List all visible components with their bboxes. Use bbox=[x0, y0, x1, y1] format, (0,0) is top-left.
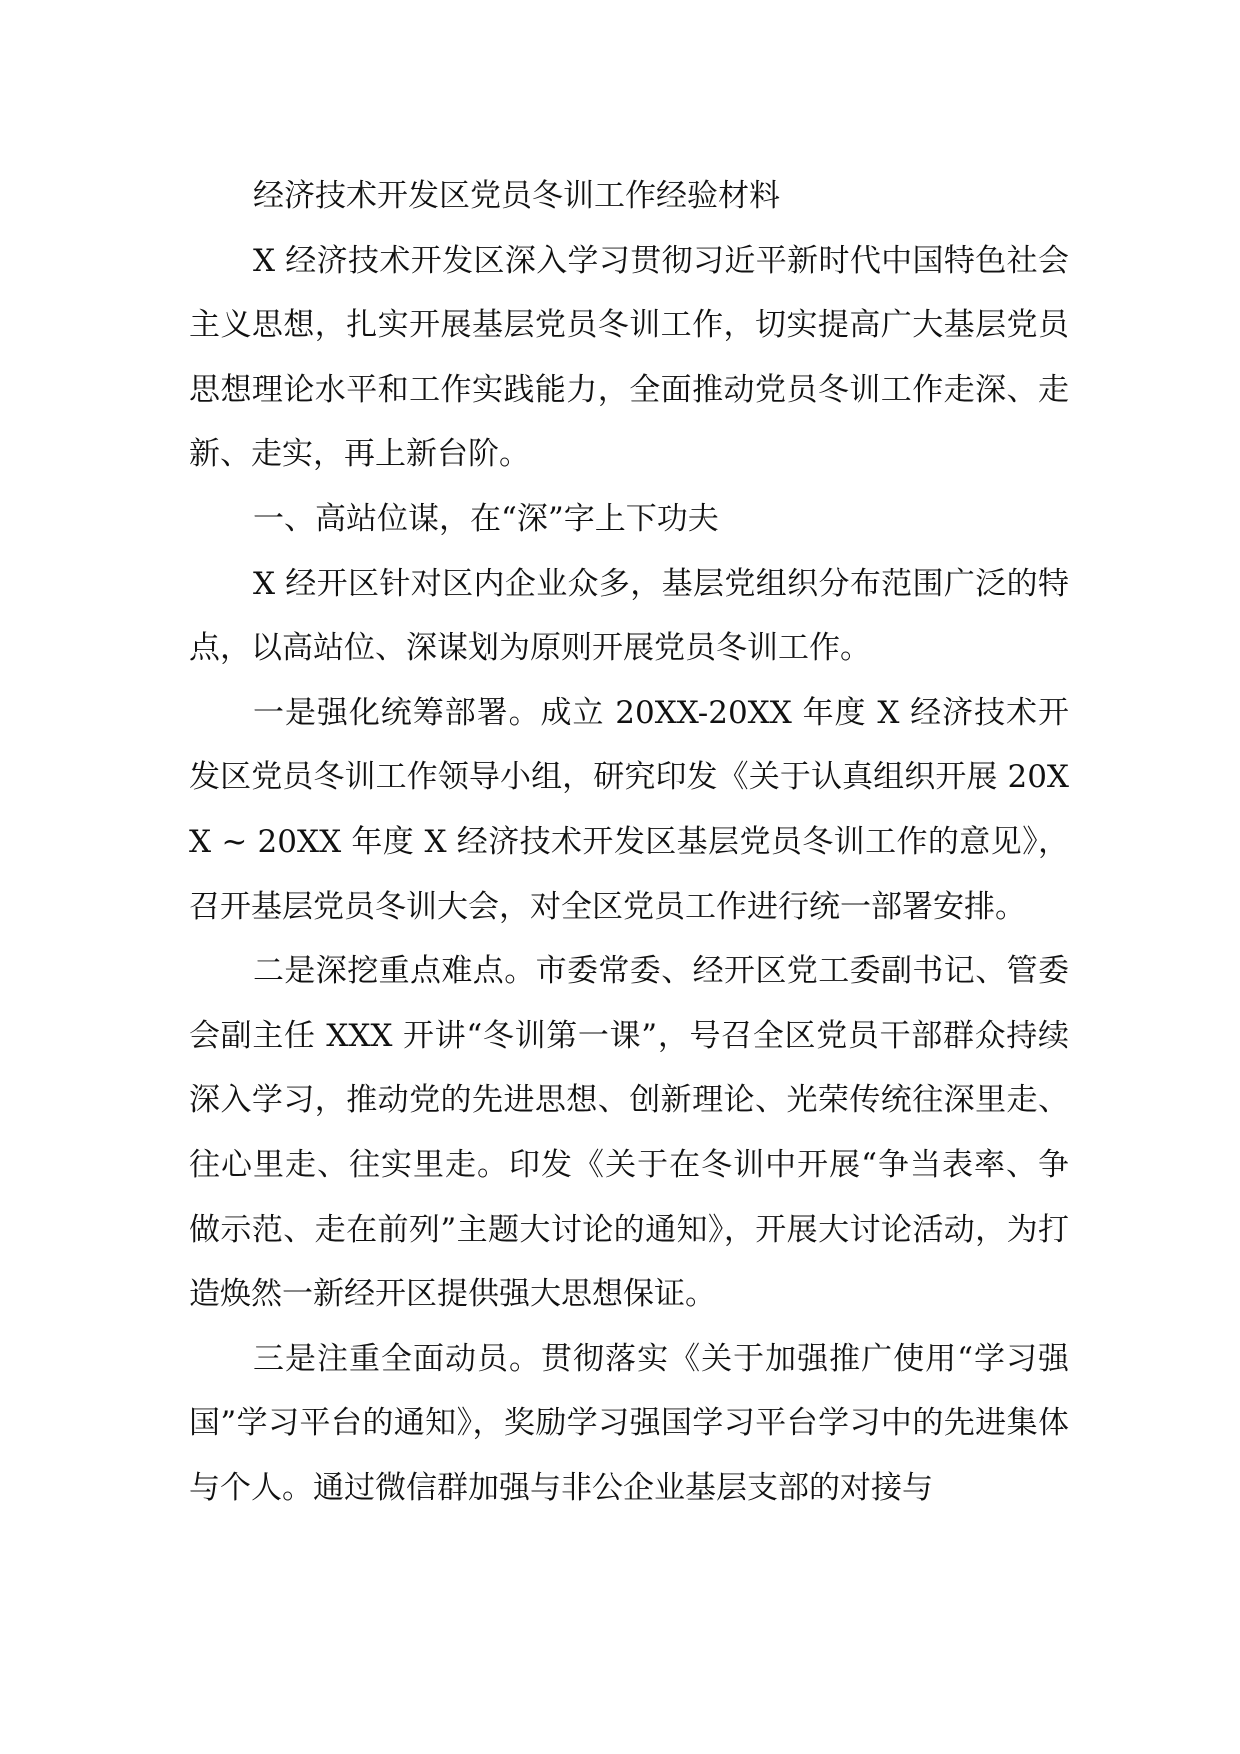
paragraph-section-intro: X 经开区针对区内企业众多，基层党组织分布范围广泛的特点，以高站位、深谋划为原则开展党员冬训工作。 bbox=[189, 565, 1069, 667]
paragraph-point-1: 一是强化统筹部署。成立 20XX-20XX 年度 X 经济技术开发区党员冬训工作领导小组，研究印发《关于认真组织开展 20XX ~ 20XX 年度 X 经济技术开发区基层党员冬训工作的意见》，召开基层党员冬训大会，对全区党员工作进行统一部署安排。 bbox=[189, 694, 1069, 925]
section-heading-1: 一、高站位谋，在“深”字上下功夫 bbox=[253, 500, 719, 537]
paragraph-point-3: 三是注重全面动员。贯彻落实《关于加强推广使用“学习强国”学习平台的通知》，奖励学习强国学习平台学习中的先进集体与个人。通过微信群加强与非公企业基层支部的对接与 bbox=[189, 1340, 1069, 1506]
paragraph-intro: X 经济技术开发区深入学习贯彻习近平新时代中国特色社会主义思想，扎实开展基层党员冬训工作，切实提高广大基层党员思想理论水平和工作实践能力，全面推动党员冬训工作走深、走新、走实，再上新台阶。 bbox=[189, 242, 1069, 473]
document-title: 经济技术开发区党员冬训工作经验材料 bbox=[253, 178, 780, 214]
document-body bbox=[189, 164, 1069, 1520]
paragraph-point-2: 二是深挖重点难点。市委常委、经开区党工委副书记、管委会副主任 XXX 开讲“冬训第一课”，号召全区党员干部群众持续深入学习，推动党的先进思想、创新理论、光荣传统往深里走、往心里走、往实里走。印发《关于在冬训中开展“争当表率、争做示范、走在前列”主题大讨论的通知》，开展大讨论活动，为打造焕然一新经开区提供强大思想保证。 bbox=[189, 953, 1069, 1313]
